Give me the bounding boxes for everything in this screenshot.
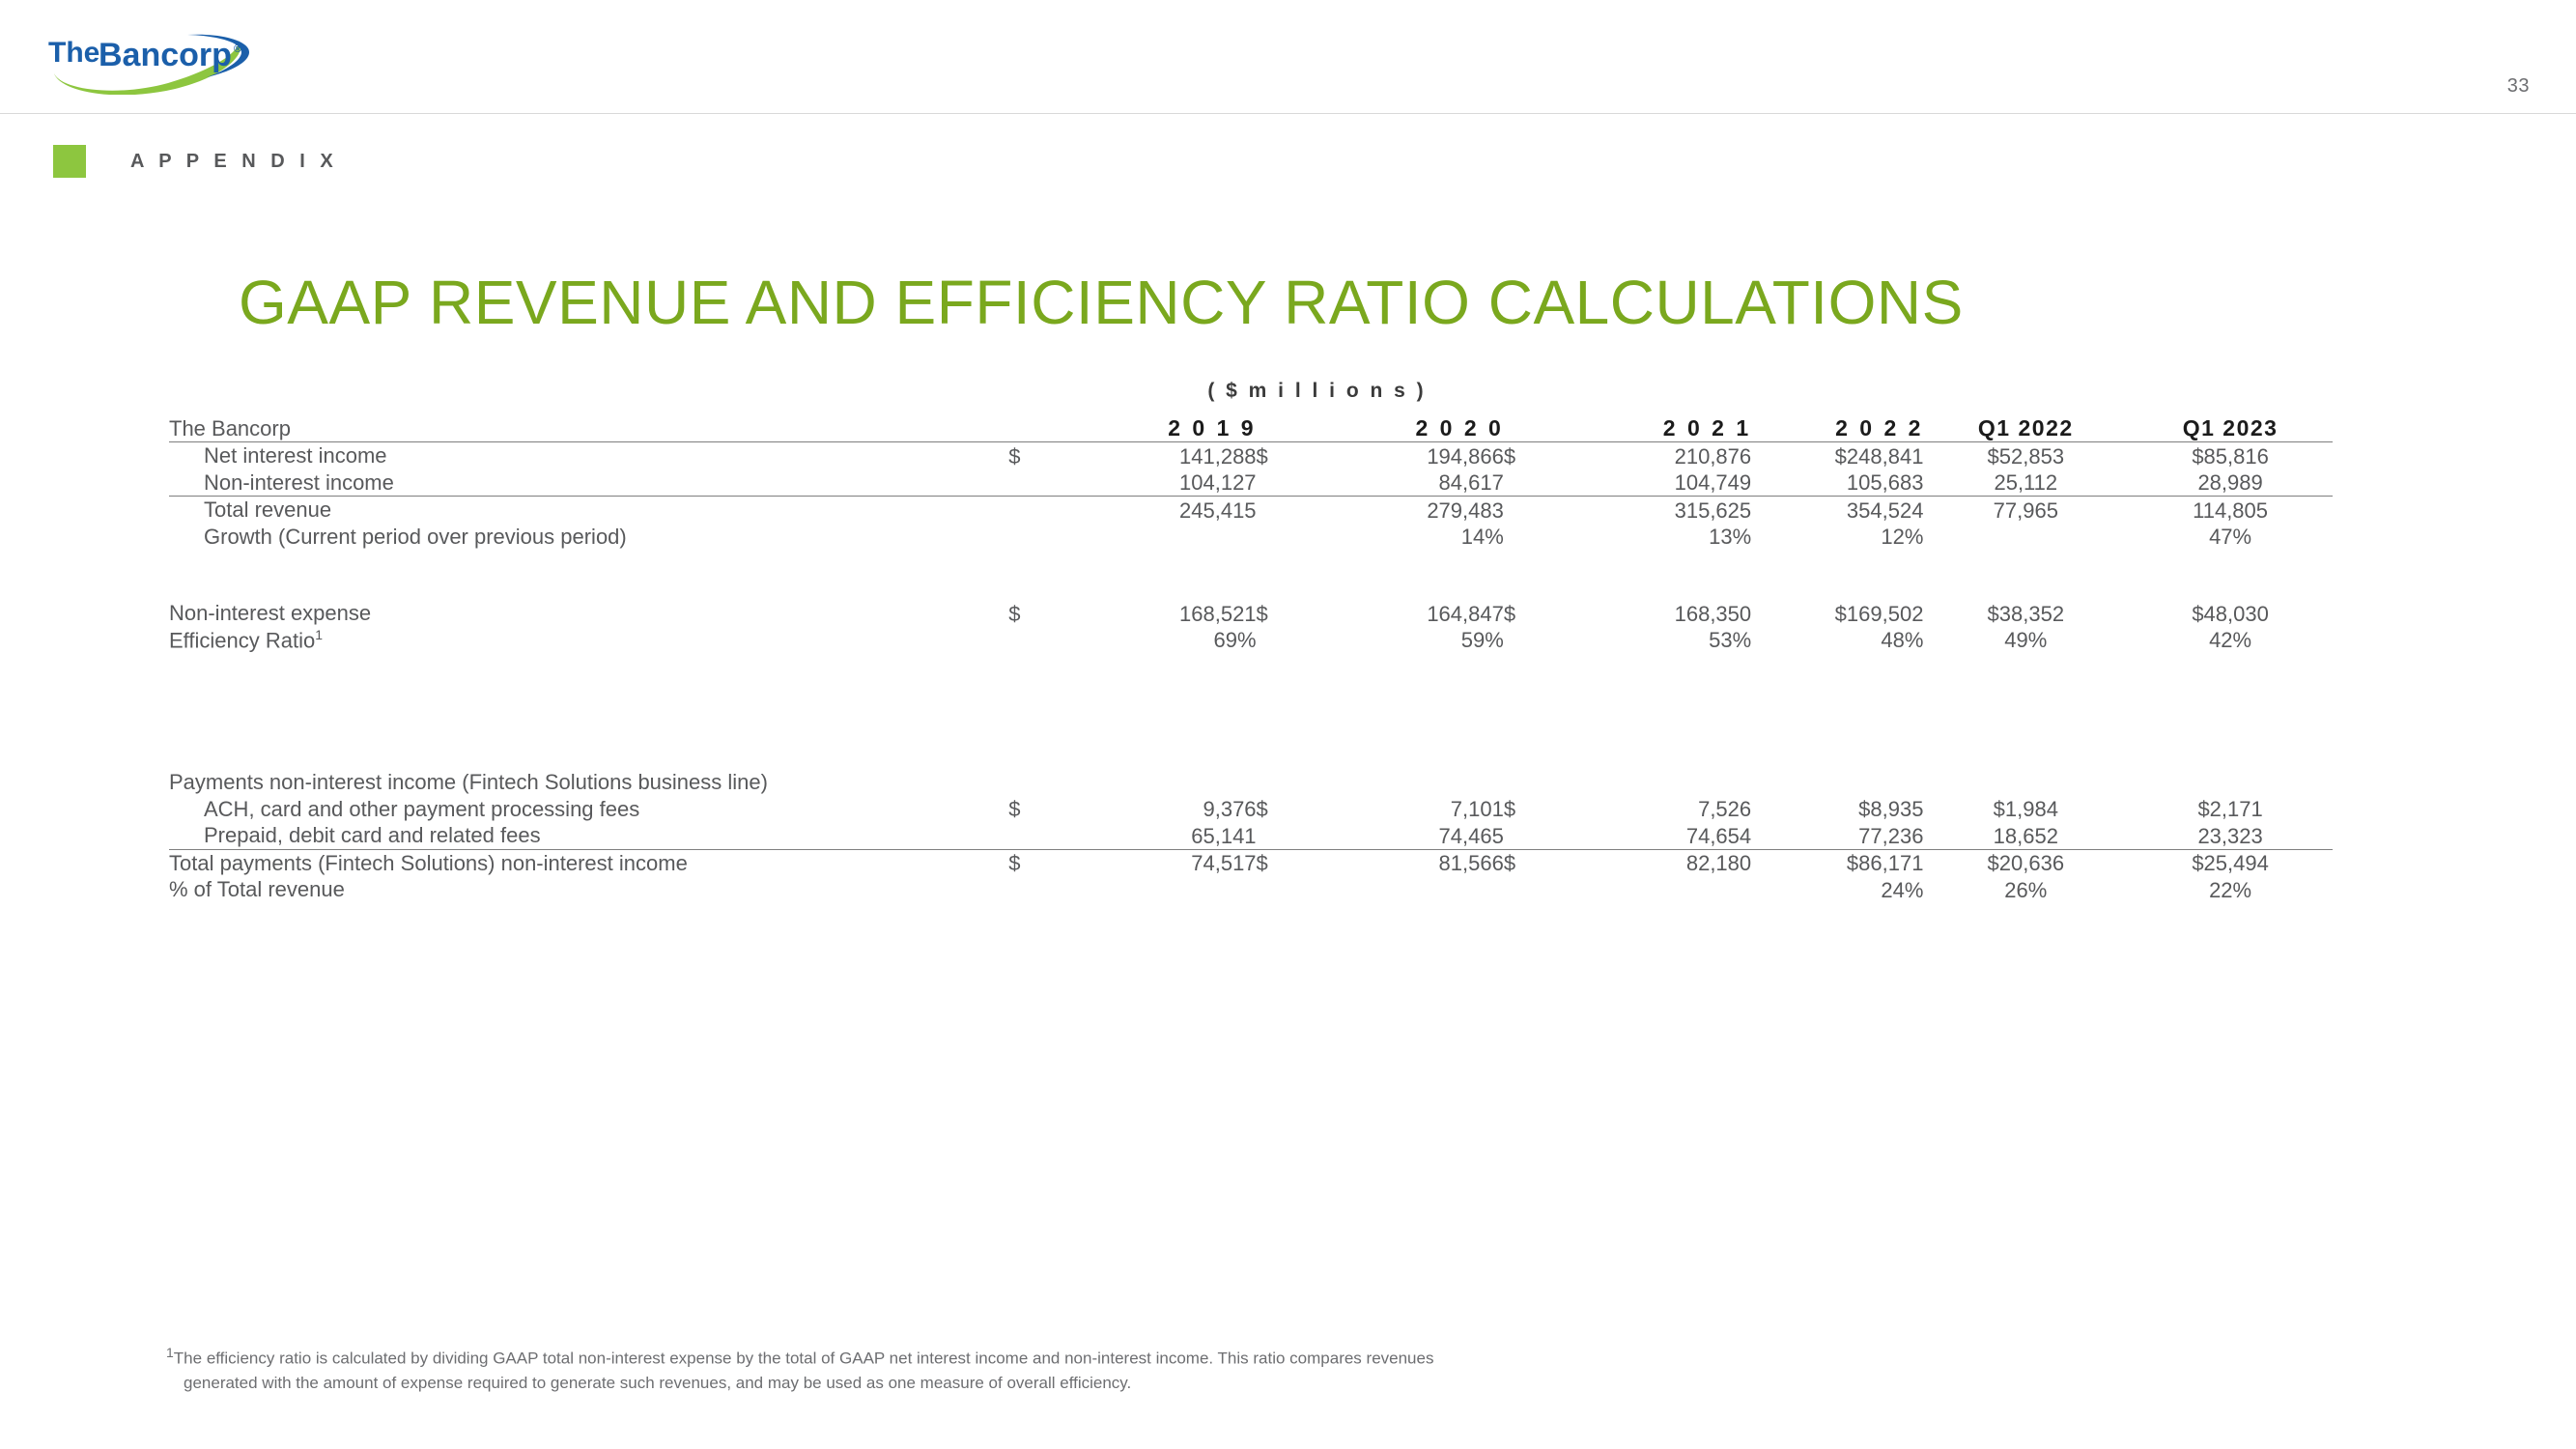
cell-value (1073, 876, 1256, 903)
cell-value: 279,483 (1427, 497, 1504, 523)
cell-value: 315,625 (1674, 497, 1752, 523)
cell-value: 48% (1881, 628, 1924, 653)
appendix-label: A P P E N D I X (130, 150, 338, 172)
table-row (169, 600, 2333, 627)
cell-currency: $ (1008, 601, 1021, 626)
cell-value (1073, 769, 1256, 796)
page-number: 33 (2506, 75, 2530, 97)
row-label-percent-of-total-revenue: % of Total revenue (169, 877, 345, 902)
cell-value: 47% (2209, 525, 2252, 549)
cell-value: 245,415 (1179, 497, 1257, 523)
cell-currency: $ (1256, 601, 1268, 626)
column-header-2020: 2 0 2 0 (1257, 415, 1504, 442)
cell-currency: $ (1256, 443, 1268, 469)
table-row (169, 876, 2333, 903)
column-header-2019: 2 0 1 9 (1008, 415, 1256, 442)
cell-currency (1257, 876, 1321, 903)
table-row (169, 524, 2333, 551)
cell-value (1569, 876, 1751, 903)
cell-currency (1008, 469, 1073, 497)
cell-currency (1504, 627, 1569, 654)
cell-value: 74,465 (1320, 822, 1503, 849)
table-row (169, 469, 2333, 497)
row-label-total-payments: Total payments (Fintech Solutions) non-interest income (169, 850, 688, 875)
cell-value: $25,494 (2192, 851, 2269, 876)
cell-currency (1504, 469, 1569, 497)
cell-currency (1257, 524, 1321, 551)
row-label-non-interest-expense: Non-interest expense (169, 601, 372, 625)
cell-value: 164,847 (1427, 601, 1504, 626)
cell-value (2128, 769, 2333, 796)
appendix-square-icon (53, 145, 86, 178)
cell-value: 210,876 (1674, 443, 1752, 469)
cell-value: $169,502 (1834, 601, 1924, 626)
cell-value: 9,376 (1203, 797, 1257, 822)
cell-value: 77,965 (1993, 497, 2058, 523)
cell-currency (1504, 822, 1569, 849)
spacer-row (169, 550, 2333, 600)
cell-value: 81,566 (1438, 851, 1504, 876)
cell-value: 22% (2209, 877, 2252, 902)
cell-currency (1008, 769, 1073, 796)
row-label-text: Efficiency Ratio (169, 627, 316, 652)
cell-value: $86,171 (1846, 851, 1924, 876)
cell-value: 168,521 (1179, 601, 1257, 626)
table-header-row (169, 415, 2333, 442)
footnote (166, 1343, 2050, 1396)
cell-value: 28,989 (2128, 469, 2333, 497)
cell-value: $1,984 (1993, 797, 2058, 822)
cell-currency (1504, 524, 1569, 551)
cell-currency: $ (1008, 797, 1021, 822)
cell-currency (1008, 822, 1073, 849)
cell-value: 59% (1460, 628, 1504, 653)
cell-value: 194,866 (1427, 443, 1504, 469)
cell-currency (1504, 876, 1569, 903)
cell-value: 25,112 (1923, 469, 2128, 497)
bancorp-logo-icon (42, 27, 265, 95)
cell-value: 18,652 (1923, 822, 2128, 849)
financial-table (169, 415, 2333, 903)
cell-value: 23,323 (2128, 822, 2333, 849)
cell-value: 7,526 (1698, 797, 1752, 822)
cell-value (1923, 769, 2128, 796)
cell-value (1751, 769, 1923, 796)
row-label-ach-fees: ACH, card and other payment processing fees (204, 796, 640, 821)
cell-value (1923, 524, 2128, 551)
cell-currency (1008, 627, 1073, 654)
cell-value: $38,352 (1987, 601, 2065, 626)
cell-currency (1504, 497, 1569, 524)
cell-currency (1008, 524, 1073, 551)
cell-value: 105,683 (1751, 469, 1923, 497)
cell-value: $2,171 (2197, 797, 2263, 822)
table-row-header-label: The Bancorp (169, 415, 1008, 442)
cell-currency: $ (1256, 851, 1268, 876)
units-label: ( $ m i l l i o n s ) (1207, 380, 1427, 402)
spacer-row (169, 653, 2333, 769)
row-label-total-revenue: Total revenue (204, 497, 332, 522)
header-divider (0, 113, 2576, 114)
cell-value: $20,636 (1987, 851, 2065, 876)
cell-value: 65,141 (1073, 822, 1256, 849)
cell-currency: $ (1503, 443, 1516, 469)
svg-text:®: ® (234, 43, 242, 55)
table-row (169, 796, 2333, 823)
cell-currency (1257, 627, 1321, 654)
cell-currency (1257, 497, 1321, 524)
company-logo (42, 27, 265, 95)
cell-value: 42% (2209, 628, 2252, 653)
cell-currency (1008, 497, 1073, 524)
cell-value: 104,127 (1073, 469, 1256, 497)
cell-value: $48,030 (2192, 601, 2269, 626)
row-label-non-interest-income: Non-interest income (169, 469, 1008, 497)
cell-value: $85,816 (2192, 443, 2269, 469)
column-header-q1-2023: Q1 2023 (2128, 415, 2333, 442)
cell-value (1320, 876, 1503, 903)
row-label-prepaid-fees: Prepaid, debit card and related fees (169, 822, 1008, 849)
cell-value: 24% (1881, 877, 1924, 902)
cell-currency (1257, 469, 1321, 497)
cell-value: 74,517 (1191, 851, 1257, 876)
row-label-growth: Growth (Current period over previous period) (204, 524, 627, 549)
cell-value: 354,524 (1846, 497, 1924, 523)
table-row (169, 822, 2333, 849)
table-row (169, 769, 2333, 796)
row-label-efficiency-ratio (169, 627, 1008, 654)
cell-currency (1008, 876, 1073, 903)
cell-value: 69% (1213, 628, 1257, 653)
svg-text:Bancorp: Bancorp (99, 37, 232, 73)
cell-currency: $ (1008, 443, 1021, 469)
cell-value: 77,236 (1751, 822, 1923, 849)
cell-value: $248,841 (1834, 443, 1924, 469)
cell-currency (1504, 769, 1569, 796)
cell-currency: $ (1503, 601, 1516, 626)
cell-currency (1257, 822, 1321, 849)
column-header-q1-2022: Q1 2022 (1923, 415, 2128, 442)
row-label-payments-section: Payments non-interest income (Fintech Solutions business line) (169, 770, 768, 795)
cell-currency (1257, 769, 1321, 796)
cell-currency: $ (1503, 797, 1516, 822)
table-row (169, 849, 2333, 876)
cell-value: 49% (2004, 628, 2048, 653)
cell-value: 13% (1709, 525, 1752, 549)
cell-value: 82,180 (1685, 851, 1752, 876)
cell-currency: $ (1503, 851, 1516, 876)
table-row (169, 442, 2333, 469)
footnote-line-2: generated with the amount of expense required to generate such revenues, and may be used as one measure of overall efficiency. (184, 1374, 1132, 1393)
cell-value (1320, 769, 1503, 796)
column-header-2021: 2 0 2 1 (1504, 415, 1751, 442)
cell-value: $8,935 (1858, 797, 1924, 822)
svg-text:The: The (48, 37, 100, 69)
page-title: GAAP REVENUE AND EFFICIENCY RATIO CALCULATIONS (239, 268, 1964, 337)
cell-value: 7,101 (1450, 797, 1504, 822)
cell-currency: $ (1256, 797, 1268, 822)
cell-value: $52,853 (1987, 443, 2065, 469)
cell-value: 104,749 (1569, 469, 1751, 497)
cell-value (1073, 524, 1256, 551)
cell-value (1569, 769, 1751, 796)
cell-value: 84,617 (1320, 469, 1503, 497)
cell-value: 53% (1709, 628, 1752, 653)
footnote-marker: 1 (166, 1345, 174, 1360)
cell-value: 74,654 (1569, 822, 1751, 849)
cell-value: 14% (1460, 525, 1504, 549)
row-label-net-interest-income: Net interest income (204, 443, 387, 468)
cell-value: 141,288 (1179, 443, 1257, 469)
cell-value: 114,805 (2193, 497, 2269, 523)
cell-currency: $ (1008, 851, 1021, 876)
cell-value: 26% (2004, 877, 2048, 902)
appendix-marker (53, 145, 338, 178)
column-header-2022: 2 0 2 2 (1751, 415, 1923, 442)
cell-value: 168,350 (1674, 601, 1752, 626)
financial-table-wrapper (169, 415, 2333, 903)
table-row (169, 627, 2333, 654)
cell-value: 12% (1881, 525, 1924, 549)
table-row (169, 497, 2333, 524)
footnote-line-1: The efficiency ratio is calculated by dividing GAAP total non-interest expense by the total of GAAP net interest income and non-interest income. This ratio compares revenues (173, 1349, 1434, 1368)
footnote-marker: 1 (315, 626, 324, 642)
